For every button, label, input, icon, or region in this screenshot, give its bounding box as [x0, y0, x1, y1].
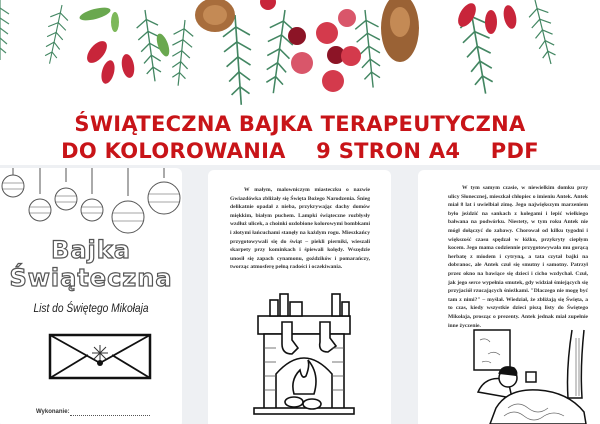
- story-text: W małym, malowniczym miasteczku o nazwie Gwiazdówka zbliżały się Święta Bożego Narodzenia. Śnieg delikatnie opadał z nieba, przykrywając dachy domów miękkim, białym puchem. Lampki świąteczne rozbłysły wzdłuż ulicek, a choinki ozdobione kolorowymi bombkami i złotymi łańcuchami stanęły na każdym rogu. Mieszkańcy przygotowywali się do świąt – piekli pierniki, wieszali skarpety przy kominkach i śpiewali kolędy. Wszędzie unosił się zapach cynamonu, goździków i pomarańczy, tworząc atmosferę pełną radości i oczekiwania.: [230, 187, 370, 271]
- signature-line: [70, 415, 150, 416]
- cover-title-line2: Świąteczna: [9, 264, 173, 292]
- christmas-garland-illustration: [0, 0, 600, 115]
- fireplace-icon: [250, 284, 360, 416]
- page-preview-story-1: [208, 170, 391, 424]
- story-text: W tym samym czasie, w niewielkim domku przy ulicy Słonecznej, mieszkał chłopiec o imieniu Antek. Antek miał 8 lat i uwielbiał zimę. Jego największym marzeniem było jeździć na sankach z kolegami i lepić wielkiego bałwana na podwórku. Niestety, w tym roku Antek nie mógł dołączyć do zabawy. Chorował od kilku tygodni i większość czasu spędzał w łóżku, przykryty ciepłym kocem. Jego mama codziennie przygotowywała mu gorącą herbatę z miodem i cytryną, a tata czytał bajki na dobranoc, ale Antek czuł się smutny i samotny. Patrzył przez okno na bawiące się dzieci i cicho wzdychał. Czuł, jak jego serce wypełnia smutek, gdy widział śmiejących się przyjaciół rzucających śnieżkami. "Dlaczego nie mogę być tam z nimi?" – myślał. Wiedział, że zbliżają się Święta, a to czas, kiedy wszystkie dzieci piszą listy do Świętego Mikołaja, prosząc o prezenty. Antek jednak miał zupełnie inne życzenie.: [448, 185, 588, 329]
- envelope-icon: [48, 333, 154, 381]
- sick-boy-in-bed-icon: [468, 328, 592, 424]
- product-title-line2: DO KOLOROWANIA 9 STRON A4 PDF: [61, 139, 539, 163]
- page-preview-cover: [0, 168, 182, 424]
- cover-subtitle: List do Świętego Mikołaja: [33, 301, 149, 315]
- signature-label: Wykonanie:: [36, 409, 70, 415]
- cover-title-line1: Bajka: [51, 236, 131, 264]
- ornaments-icon: [0, 168, 182, 238]
- page-preview-story-2: [418, 170, 600, 424]
- product-title-line1: ŚWIĄTECZNA BAJKA TERAPEUTYCZNA: [74, 112, 526, 136]
